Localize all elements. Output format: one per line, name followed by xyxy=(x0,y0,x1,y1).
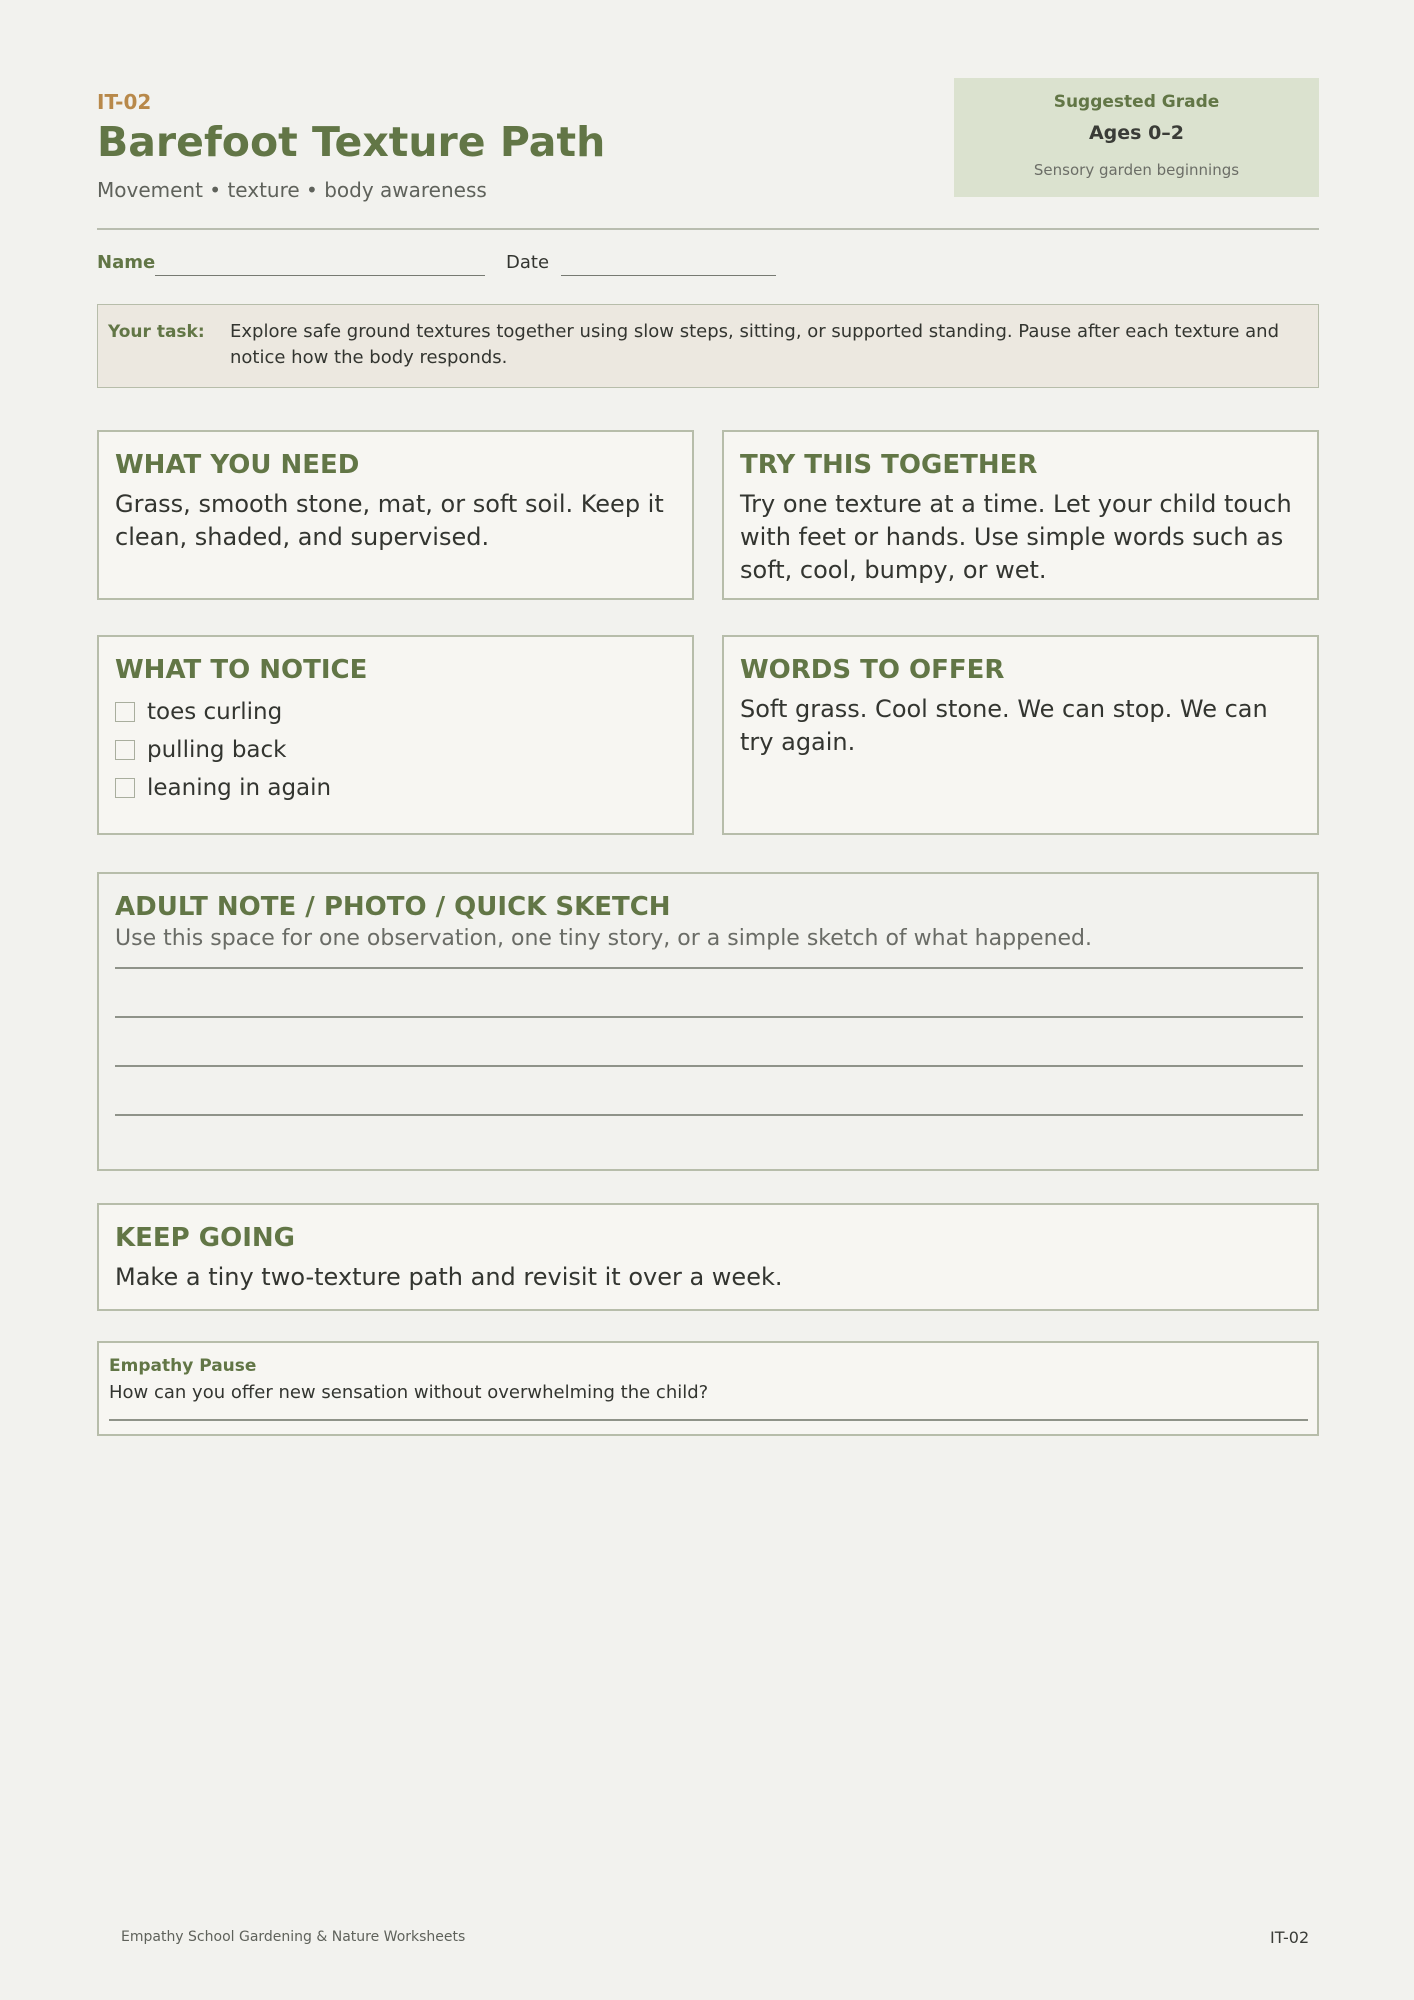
card-heading: WORDS TO OFFER xyxy=(740,655,1005,685)
checklist-item xyxy=(115,769,331,807)
worksheet-page xyxy=(97,0,1319,2000)
card-keep-going xyxy=(97,1203,1319,1311)
empathy-question: How can you offer new sensation without overwhelming the child? xyxy=(109,1382,709,1403)
checkbox[interactable] xyxy=(115,702,135,722)
worksheet-code: IT-02 xyxy=(97,90,152,114)
card-words-to-offer xyxy=(722,635,1319,835)
card-heading: WHAT TO NOTICE xyxy=(115,655,368,685)
name-label: Name xyxy=(97,252,156,273)
writing-line[interactable] xyxy=(115,1065,1303,1067)
writing-line[interactable] xyxy=(115,967,1303,969)
page-subtitle: Movement • texture • body awareness xyxy=(97,178,487,202)
checkbox[interactable] xyxy=(115,778,135,798)
writing-line[interactable] xyxy=(115,1016,1303,1018)
writing-line[interactable] xyxy=(115,1114,1303,1116)
task-box xyxy=(97,304,1319,388)
checklist-item-label: toes curling xyxy=(147,699,283,725)
name-field[interactable] xyxy=(155,275,485,276)
card-body: Try one texture at a time. Let your child touch with feet or hands. Use simple words such as soft, cool, bumpy, or wet. xyxy=(740,490,1292,584)
footer-series: Empathy School Gardening & Nature Worksheets xyxy=(121,1929,466,1945)
empathy-label: Empathy Pause xyxy=(109,1356,257,1376)
grade-label: Suggested Grade xyxy=(1053,92,1220,112)
card-body: Make a tiny two-texture path and revisit it over a week. xyxy=(115,1263,783,1291)
checklist-item-label: pulling back xyxy=(147,737,287,763)
checkbox[interactable] xyxy=(115,740,135,760)
notes-section xyxy=(97,872,1319,1171)
notice-checklist xyxy=(115,693,331,807)
card-heading: WHAT YOU NEED xyxy=(115,450,360,480)
task-label: Your task: xyxy=(108,322,205,342)
date-label: Date xyxy=(506,252,550,273)
notes-heading: ADULT NOTE / PHOTO / QUICK SKETCH xyxy=(115,892,671,922)
card-what-you-need xyxy=(97,430,694,600)
date-field[interactable] xyxy=(561,275,776,276)
task-text: Explore safe ground textures together using slow steps, sitting, or supported standing. Pause after each texture and notice how the body responds. xyxy=(230,321,1280,368)
card-heading: KEEP GOING xyxy=(115,1223,295,1253)
card-body: Grass, smooth stone, mat, or soft soil. Keep it clean, shaded, and supervised. xyxy=(115,490,664,551)
checklist-item xyxy=(115,693,331,731)
answer-line[interactable] xyxy=(109,1419,1308,1421)
page-title: Barefoot Texture Path xyxy=(97,118,606,166)
card-heading: TRY THIS TOGETHER xyxy=(740,450,1038,480)
notes-instructions: Use this space for one observation, one tiny story, or a simple sketch of what happened. xyxy=(115,926,1093,951)
empathy-pause-box xyxy=(97,1341,1319,1436)
grade-note: Sensory garden beginnings xyxy=(1033,161,1240,179)
grade-value: Ages 0–2 xyxy=(1088,122,1185,144)
checklist-item-label: leaning in again xyxy=(147,775,332,801)
card-body: Soft grass. Cool stone. We can stop. We can try again. xyxy=(740,695,1268,756)
checklist-item xyxy=(115,731,331,769)
header-divider xyxy=(97,228,1319,230)
card-what-to-notice xyxy=(97,635,694,835)
grade-box xyxy=(954,78,1319,197)
footer-code: IT-02 xyxy=(1270,1928,1310,1947)
card-try-this-together xyxy=(722,430,1319,600)
